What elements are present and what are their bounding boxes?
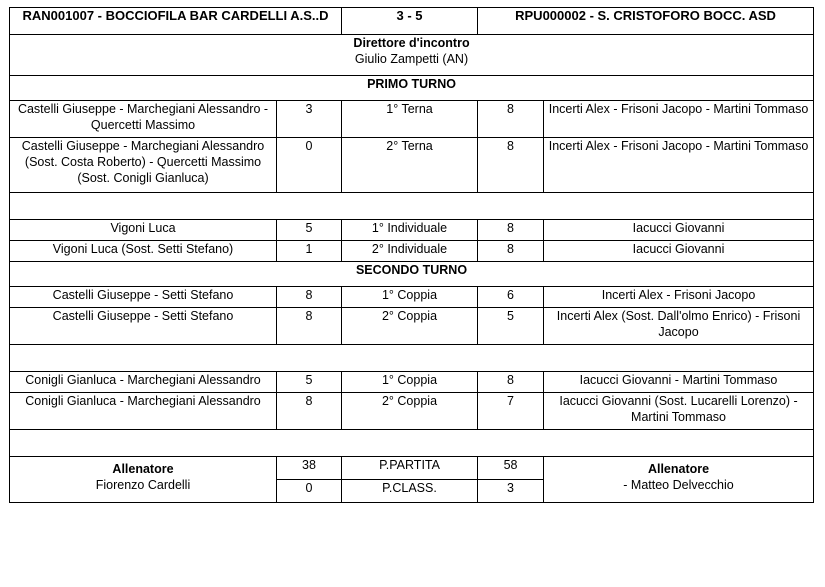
home-coach-label: Allenatore	[112, 462, 174, 476]
home-team-name: RAN001007 - BOCCIOFILA BAR CARDELLI A.S..D	[10, 8, 342, 35]
home-score: 8	[277, 287, 342, 308]
totals-row-partita	[10, 457, 814, 480]
game-row	[10, 241, 814, 262]
home-players: Conigli Gianluca - Marchegiani Alessandro	[10, 372, 277, 393]
director-label: Direttore d'incontro	[353, 36, 470, 50]
game-row	[10, 101, 814, 138]
spacer-row	[10, 193, 814, 220]
away-score: 8	[478, 138, 544, 193]
game-type: 1° Coppia	[342, 287, 478, 308]
spacer-cell	[10, 193, 814, 220]
first-round-title: PRIMO TURNO	[10, 76, 814, 101]
director-cell	[10, 35, 814, 76]
away-score: 8	[478, 241, 544, 262]
away-class-points: 3	[478, 480, 544, 503]
class-label: P.CLASS.	[342, 480, 478, 503]
home-coach-cell	[10, 457, 277, 503]
home-players: Castelli Giuseppe - Marchegiani Alessandro (Sost. Costa Roberto) - Quercetti Massimo (Sost. Conigli Gianluca)	[10, 138, 277, 193]
away-coach-cell	[544, 457, 814, 503]
game-row	[10, 308, 814, 345]
game-type: 1° Terna	[342, 101, 478, 138]
home-players: Castelli Giuseppe - Setti Stefano	[10, 308, 277, 345]
away-score: 8	[478, 220, 544, 241]
home-score: 3	[277, 101, 342, 138]
game-type: 2° Individuale	[342, 241, 478, 262]
home-players: Conigli Gianluca - Marchegiani Alessandro	[10, 393, 277, 430]
away-score: 6	[478, 287, 544, 308]
game-type: 2° Coppia	[342, 308, 478, 345]
second-round-title: SECONDO TURNO	[10, 262, 814, 287]
away-players: Incerti Alex - Frisoni Jacopo	[544, 287, 814, 308]
away-score: 7	[478, 393, 544, 430]
away-players: Incerti Alex - Frisoni Jacopo - Martini Tommaso	[544, 138, 814, 193]
away-coach-name: - Matteo Delvecchio	[623, 478, 734, 492]
game-type: 2° Terna	[342, 138, 478, 193]
second-round-header	[10, 262, 814, 287]
home-players: Castelli Giuseppe - Marchegiani Alessandro - Quercetti Massimo	[10, 101, 277, 138]
away-players: Iacucci Giovanni - Martini Tommaso	[544, 372, 814, 393]
home-score: 8	[277, 308, 342, 345]
away-players: Iacucci Giovanni	[544, 241, 814, 262]
game-row	[10, 287, 814, 308]
match-header-row	[10, 8, 814, 35]
away-players: Iacucci Giovanni	[544, 220, 814, 241]
game-row	[10, 220, 814, 241]
home-score: 5	[277, 220, 342, 241]
home-class-points: 0	[277, 480, 342, 503]
away-players: Incerti Alex (Sost. Dall'olmo Enrico) - Frisoni Jacopo	[544, 308, 814, 345]
home-partita-points: 38	[277, 457, 342, 480]
away-partita-points: 58	[478, 457, 544, 480]
home-score: 0	[277, 138, 342, 193]
home-players: Vigoni Luca	[10, 220, 277, 241]
home-score: 5	[277, 372, 342, 393]
home-coach-name: Fiorenzo Cardelli	[95, 478, 191, 492]
spacer-row	[10, 430, 814, 457]
partita-label: P.PARTITA	[342, 457, 478, 480]
director-row	[10, 35, 814, 76]
game-type: 1° Individuale	[342, 220, 478, 241]
director-name: Giulio Zampetti (AN)	[354, 52, 469, 66]
game-type: 2° Coppia	[342, 393, 478, 430]
first-round-header	[10, 76, 814, 101]
away-team-name: RPU000002 - S. CRISTOFORO BOCC. ASD	[478, 8, 814, 35]
away-score: 5	[478, 308, 544, 345]
game-row	[10, 393, 814, 430]
home-players: Castelli Giuseppe - Setti Stefano	[10, 287, 277, 308]
spacer-cell	[10, 430, 814, 457]
away-players: Iacucci Giovanni (Sost. Lucarelli Lorenzo) - Martini Tommaso	[544, 393, 814, 430]
away-score: 8	[478, 101, 544, 138]
game-row	[10, 138, 814, 193]
game-type: 1° Coppia	[342, 372, 478, 393]
away-score: 8	[478, 372, 544, 393]
away-coach-label: Allenatore	[647, 462, 710, 476]
home-score: 1	[277, 241, 342, 262]
home-score: 8	[277, 393, 342, 430]
spacer-row	[10, 345, 814, 372]
match-report-table	[9, 7, 814, 503]
game-row	[10, 372, 814, 393]
away-players: Incerti Alex - Frisoni Jacopo - Martini Tommaso	[544, 101, 814, 138]
spacer-cell	[10, 345, 814, 372]
home-players: Vigoni Luca (Sost. Setti Stefano)	[10, 241, 277, 262]
match-score: 3 - 5	[342, 8, 478, 35]
